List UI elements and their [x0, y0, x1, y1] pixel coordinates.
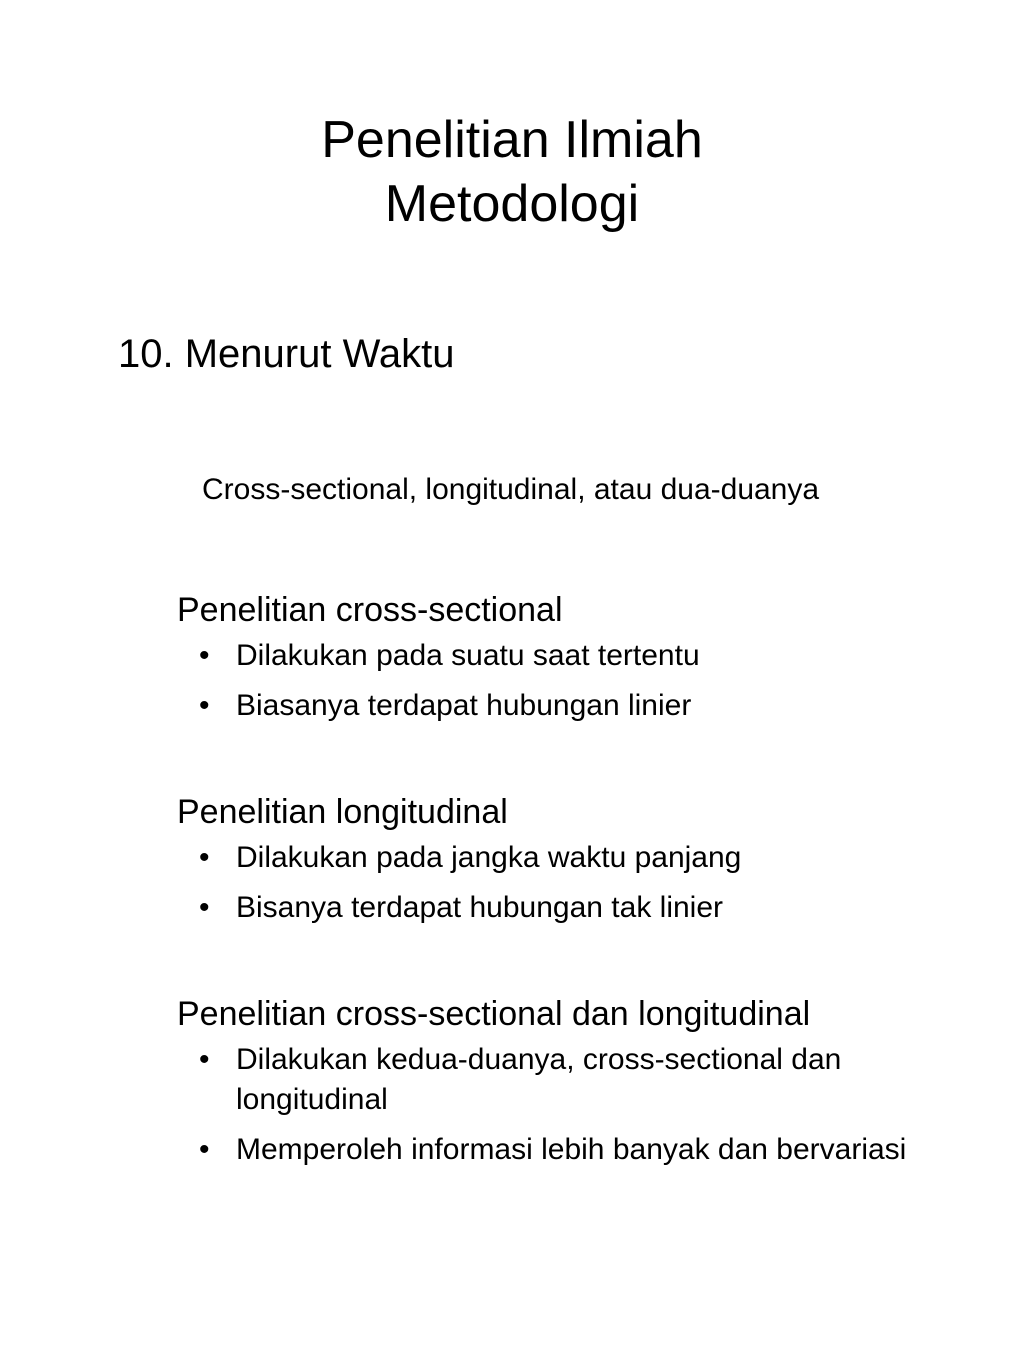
section-title: Penelitian cross-sectional dan longitudinal — [177, 995, 811, 1033]
bullet-text: Memperoleh informasi lebih banyak dan bervariasi — [236, 1133, 907, 1166]
section-longitudinal — [177, 790, 957, 938]
bullet-icon: • — [199, 841, 210, 874]
bullet-text: Biasanya terdapat hubungan linier — [236, 689, 692, 722]
bullet-text: Dilakukan pada jangka waktu panjang — [236, 841, 742, 874]
bullet-list — [177, 838, 957, 928]
bullet-item — [177, 838, 957, 878]
section-cross-sectional-and-longitudinal — [177, 992, 957, 1180]
section-cross-sectional — [177, 588, 957, 736]
bullet-icon: • — [199, 891, 210, 924]
bullet-icon: • — [199, 689, 210, 722]
slide-title-line-2: Metodologi — [384, 175, 640, 233]
bullet-item — [177, 888, 957, 928]
bullet-item — [177, 686, 957, 726]
bullet-icon: • — [199, 639, 210, 672]
slide-title-line-1: Penelitian Ilmiah — [321, 111, 703, 169]
bullet-item — [177, 1040, 957, 1120]
bullet-text: Dilakukan kedua-duanya, cross-sectional dan longitudinal — [236, 1043, 842, 1116]
bullet-list — [177, 636, 957, 726]
summary-text: Cross-sectional, longitudinal, atau dua-duanya — [202, 473, 820, 506]
bullet-text: Dilakukan pada suatu saat tertentu — [236, 639, 700, 672]
bullet-icon: • — [199, 1133, 210, 1166]
slide-title — [0, 108, 1024, 236]
section-title: Penelitian longitudinal — [177, 793, 508, 831]
section-heading: 10. Menurut Waktu — [118, 332, 455, 376]
bullet-icon: • — [199, 1043, 210, 1076]
section-title: Penelitian cross-sectional — [177, 591, 563, 629]
bullet-text: Bisanya terdapat hubungan tak linier — [236, 891, 724, 924]
bullet-item — [177, 636, 957, 676]
bullet-list — [177, 1040, 957, 1170]
bullet-item — [177, 1130, 957, 1170]
